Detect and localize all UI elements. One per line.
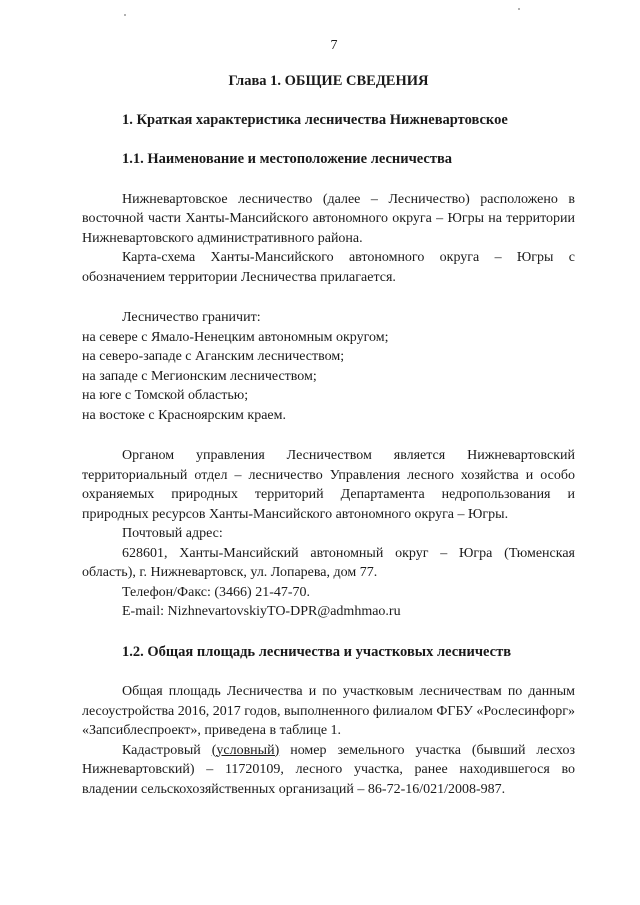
borders-intro: Лесничество граничит: xyxy=(122,310,261,325)
subsection-title-1-1: 1.1. Наименование и местоположение лесничества xyxy=(122,151,453,167)
email-line: E-mail: NizhnevartovskiyTO-DPR@admhmao.ru xyxy=(122,604,401,619)
cadastral-text-start: Кадастровый xyxy=(122,742,212,758)
postal-label: Почтовый адрес: xyxy=(122,526,223,541)
postal-address: 628601, Ханты-Мансийский автономный округ – Югра (Тюменская область), г. Нижневартовск, ул. Лопарева, дом 77. xyxy=(82,545,575,580)
scan-speck xyxy=(124,14,126,16)
page-number: 7 xyxy=(330,38,338,53)
section-title: 1. Краткая характеристика лесничества Нижневартовское xyxy=(122,111,508,128)
border-item: на севере с Ямало-Ненецким автономным округом; xyxy=(82,329,389,345)
subsection-title-1-2: 1.2. Общая площадь лесничества и участковых лесничеств xyxy=(122,643,512,660)
scan-speck xyxy=(518,8,520,10)
chapter-title: Глава 1. ОБЩИЕ СВЕДЕНИЯ xyxy=(228,73,429,89)
border-item: на западе с Мегионским лесничеством; xyxy=(82,368,317,384)
border-item: на северо-западе с Аганским лесничеством; xyxy=(82,349,345,364)
paragraph-area: Общая площадь Лесничества и по участковым лесничествам по данным лесоустройства 2016, 2017 годов, выполненного филиалом ФГБУ «Рослесинфорг» «Запсиблеспроект», приведена в таблице 1. xyxy=(82,684,575,738)
paragraph-authority: Органом управления Лесничеством является Нижневартовский территориальный отдел – лесничество Управления лесного хозяйства и особо охраняемых природных территорий Департамента недропользования и природных ресурсов Ханты-Мансийского автономного округа – Югры. xyxy=(82,448,575,522)
paragraph-map: Карта-схема Ханты-Мансийского автономного округа – Югры с обозначением территории Лесничества прилагается. xyxy=(82,250,575,285)
cadastral-text-end: номер земельного участка (бывший лесхоз Нижневартовский) – 11720109, лесного участка, ранее находившегося во владении сельскохозяйственных организаций – 86-72-16/021/2008-987. xyxy=(82,742,576,797)
paragraph-location: Нижневартовское лесничество (далее – Лесничество) расположено в восточной части Ханты-Мансийского автономного округа – Югры на территории Нижневартовского административного района. xyxy=(82,191,575,246)
paragraph-cadastral xyxy=(82,741,575,800)
border-item: на юге с Томской областью; xyxy=(82,388,249,403)
cadastral-underlined-word: (условный) xyxy=(211,742,280,758)
border-item: на востоке с Красноярским краем. xyxy=(82,407,286,423)
phone-line: Телефон/Факс: (3466) 21-47-70. xyxy=(122,584,311,600)
document-body xyxy=(82,72,575,799)
